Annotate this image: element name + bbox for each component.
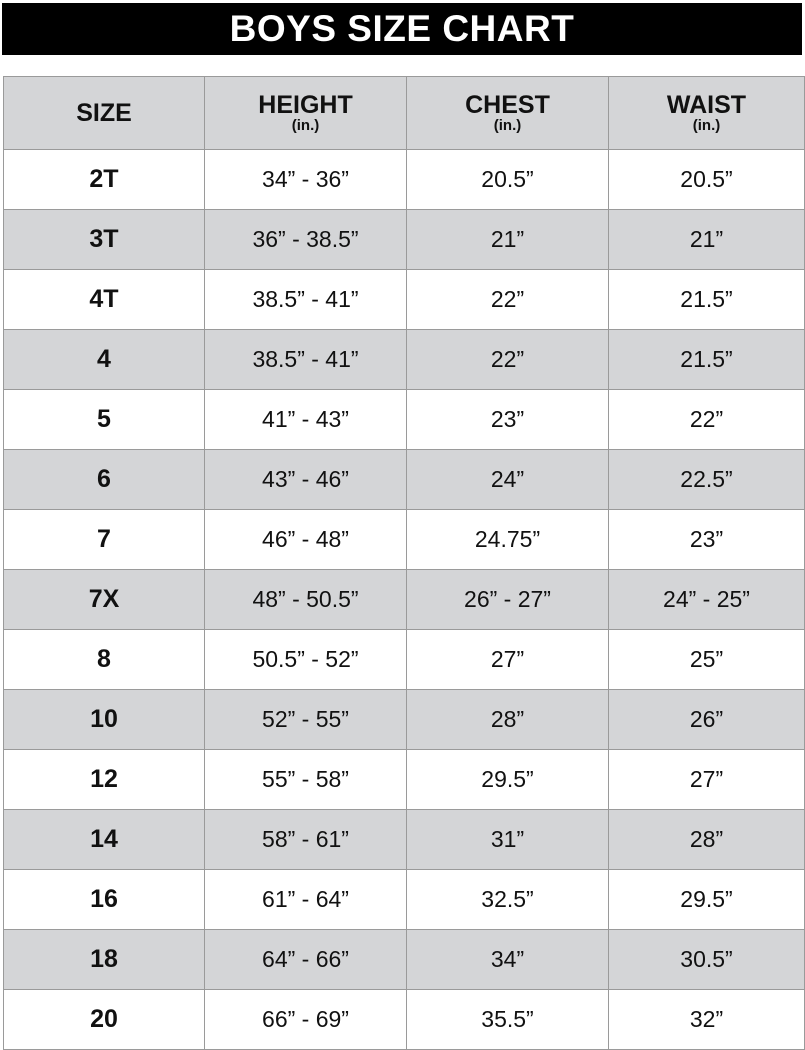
chest-cell: 24.75”	[407, 510, 609, 570]
header-chest	[407, 77, 609, 150]
waist-cell: 32”	[609, 990, 805, 1050]
height-cell: 36” - 38.5”	[205, 210, 407, 270]
waist-cell: 23”	[609, 510, 805, 570]
height-cell: 58” - 61”	[205, 810, 407, 870]
height-cell: 38.5” - 41”	[205, 330, 407, 390]
header-waist	[609, 77, 805, 150]
table-row	[4, 150, 805, 210]
table-body	[4, 150, 805, 1050]
chest-cell: 28”	[407, 690, 609, 750]
waist-cell: 29.5”	[609, 870, 805, 930]
chest-cell: 26” - 27”	[407, 570, 609, 630]
chest-cell: 22”	[407, 270, 609, 330]
height-cell: 34” - 36”	[205, 150, 407, 210]
size-cell: 18	[4, 930, 205, 990]
waist-cell: 28”	[609, 810, 805, 870]
header-height	[205, 77, 407, 150]
header-unit: (in.)	[291, 117, 320, 135]
chest-cell: 21”	[407, 210, 609, 270]
size-cell: 8	[4, 630, 205, 690]
waist-cell: 30.5”	[609, 930, 805, 990]
header-label: CHEST	[465, 91, 550, 119]
waist-cell: 22.5”	[609, 450, 805, 510]
table-row	[4, 450, 805, 510]
table-row	[4, 270, 805, 330]
waist-cell: 24” - 25”	[609, 570, 805, 630]
chest-cell: 29.5”	[407, 750, 609, 810]
size-chart-table	[3, 76, 805, 1050]
chest-cell: 31”	[407, 810, 609, 870]
table-row	[4, 390, 805, 450]
table-row	[4, 870, 805, 930]
height-cell: 50.5” - 52”	[205, 630, 407, 690]
table-row	[4, 990, 805, 1050]
chart-title: BOYS SIZE CHART	[229, 8, 575, 49]
size-cell: 12	[4, 750, 205, 810]
header-label: WAIST	[666, 91, 747, 119]
table-row	[4, 750, 805, 810]
waist-cell: 22”	[609, 390, 805, 450]
size-cell: 16	[4, 870, 205, 930]
header-unit: (in.)	[493, 117, 522, 135]
table-row	[4, 810, 805, 870]
size-cell: 20	[4, 990, 205, 1050]
table-header	[4, 77, 805, 150]
size-cell: 10	[4, 690, 205, 750]
chest-cell: 22”	[407, 330, 609, 390]
table-row	[4, 930, 805, 990]
height-cell: 46” - 48”	[205, 510, 407, 570]
size-cell: 3T	[4, 210, 205, 270]
height-cell: 48” - 50.5”	[205, 570, 407, 630]
waist-cell: 21”	[609, 210, 805, 270]
waist-cell: 20.5”	[609, 150, 805, 210]
chest-cell: 34”	[407, 930, 609, 990]
header-label: SIZE	[76, 98, 132, 127]
header-size	[4, 77, 205, 150]
table-row	[4, 510, 805, 570]
waist-cell: 25”	[609, 630, 805, 690]
table-row	[4, 570, 805, 630]
chest-cell: 24”	[407, 450, 609, 510]
table-row	[4, 330, 805, 390]
height-cell: 64” - 66”	[205, 930, 407, 990]
chest-cell: 27”	[407, 630, 609, 690]
size-cell: 14	[4, 810, 205, 870]
chest-cell: 23”	[407, 390, 609, 450]
waist-cell: 21.5”	[609, 330, 805, 390]
height-cell: 61” - 64”	[205, 870, 407, 930]
chest-cell: 35.5”	[407, 990, 609, 1050]
height-cell: 66” - 69”	[205, 990, 407, 1050]
table-row	[4, 630, 805, 690]
waist-cell: 26”	[609, 690, 805, 750]
table-row	[4, 210, 805, 270]
header-row	[4, 77, 805, 150]
height-cell: 55” - 58”	[205, 750, 407, 810]
header-unit: (in.)	[692, 117, 721, 135]
header-label: HEIGHT	[258, 91, 353, 119]
size-cell: 7X	[4, 570, 205, 630]
chest-cell: 32.5”	[407, 870, 609, 930]
size-cell: 2T	[4, 150, 205, 210]
height-cell: 43” - 46”	[205, 450, 407, 510]
height-cell: 38.5” - 41”	[205, 270, 407, 330]
height-cell: 52” - 55”	[205, 690, 407, 750]
table-row	[4, 690, 805, 750]
waist-cell: 27”	[609, 750, 805, 810]
waist-cell: 21.5”	[609, 270, 805, 330]
size-cell: 4	[4, 330, 205, 390]
height-cell: 41” - 43”	[205, 390, 407, 450]
size-cell: 7	[4, 510, 205, 570]
chest-cell: 20.5”	[407, 150, 609, 210]
size-cell: 6	[4, 450, 205, 510]
size-cell: 4T	[4, 270, 205, 330]
chart-title-banner	[2, 3, 802, 55]
size-cell: 5	[4, 390, 205, 450]
